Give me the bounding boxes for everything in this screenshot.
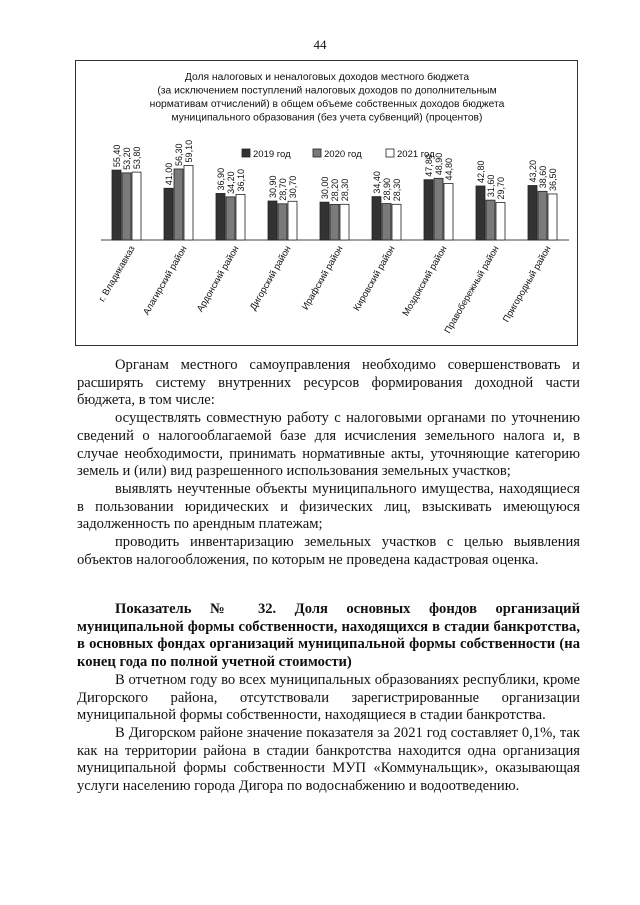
data-label: 31,60 [486, 174, 496, 198]
body-text-2 [77, 601, 580, 796]
bar [496, 203, 505, 240]
data-label: 30,00 [320, 176, 330, 200]
data-label: 53,20 [122, 147, 132, 170]
paragraph: осуществлять совместную работу с налоговыми органами по уточнению сведений о налогооблагаемой базе для исчисления земельного налога и, в случае необходимости, принимать нормативные акты, уточняющие категорию земель и (или) вид разрешенного использования земельных участков; [77, 410, 580, 480]
bar [424, 180, 433, 240]
data-label: 55,40 [112, 144, 122, 168]
chart-title-line: Доля налоговых и неналоговых доходов местного бюджета [184, 72, 470, 83]
data-label: 28,70 [278, 178, 288, 201]
paragraph: проводить инвентаризацию земельных участков с целью выявления объектов налогообложения, по которым не проведена кадастровая оценка. [77, 534, 580, 568]
data-label: 36,90 [216, 167, 226, 191]
legend-label: 2020 год [324, 149, 362, 160]
bar [288, 201, 297, 240]
data-label: 28,20 [330, 178, 340, 202]
bar [392, 204, 401, 240]
category-label: Правобережный район [442, 244, 501, 336]
legend-swatch [313, 149, 321, 157]
bar [538, 191, 547, 240]
data-label: 56,30 [174, 143, 184, 166]
bar [548, 194, 557, 240]
chart-title-line: нормативам отчислений) в общем объеме собственных доходов бюджета [149, 99, 505, 110]
bar [216, 193, 225, 240]
bar [320, 202, 329, 240]
data-label: 47,80 [424, 154, 434, 177]
data-label: 30,90 [268, 175, 278, 199]
bar [528, 186, 537, 240]
bar [434, 178, 443, 240]
paragraph: В отчетном году во всех муниципальных образованиях республики, кроме Дигорского района, отсутствовали зарегистрированные организации муниципальной формы собственности, находящиеся в стадии банкротства. [77, 671, 580, 724]
category-label: Кировский район [351, 244, 397, 313]
category-label: Алагирский район [141, 244, 189, 317]
category-label: Моздокский район [400, 244, 449, 318]
bar [164, 188, 173, 240]
legend-swatch [386, 149, 394, 157]
data-label: 48,90 [434, 152, 444, 176]
data-label: 34,40 [372, 171, 382, 194]
data-label: 28,30 [340, 178, 350, 202]
bar [122, 173, 131, 240]
bar [382, 204, 391, 240]
data-label: 42,80 [476, 160, 486, 184]
data-label: 34,20 [226, 171, 236, 194]
chart-title-line: (за исключением поступлений налоговых доходов по дополнительным [157, 85, 497, 97]
data-label: 43,20 [528, 159, 538, 183]
bar [444, 183, 453, 240]
bar [372, 197, 381, 240]
category-label: г. Владикавказ [96, 244, 137, 304]
indicator-heading: Показатель № 32. Доля основных фондов организаций муниципальной формы собственности, находящихся в стадии банкротства, в основных фондах организаций муниципальной формы собственности (на конец года по полной учетной стоимости) [77, 601, 580, 671]
category-label: Ирафский район [299, 244, 345, 312]
data-label: 41,00 [164, 162, 174, 186]
category-label: Пригородный район [500, 244, 553, 324]
data-label: 44,80 [444, 157, 454, 181]
category-label: Ардонский район [194, 244, 241, 314]
bar [340, 204, 349, 240]
bar [226, 197, 235, 240]
category-label: Дигорский район [247, 244, 293, 312]
data-label: 36,50 [548, 168, 558, 191]
chart-svg [76, 61, 579, 347]
bar [174, 169, 183, 240]
bar [330, 204, 339, 240]
page-number: 44 [313, 37, 327, 52]
legend-label: 2021 год [397, 149, 435, 160]
body-text-1 [77, 357, 580, 569]
bar [184, 165, 193, 240]
paragraph: выявлять неучтенные объекты муниципального имущества, находящиеся в пользовании юридических и физических лиц, взыскивать имеющуюся задолженность по арендным платежам; [77, 480, 580, 533]
legend-swatch [242, 149, 250, 157]
data-label: 38,60 [538, 165, 548, 189]
bar [268, 201, 277, 240]
data-label: 28,30 [392, 178, 402, 202]
data-label: 53,80 [132, 146, 142, 170]
data-label: 36,10 [236, 168, 246, 192]
chart [75, 60, 578, 346]
bar [112, 170, 121, 240]
legend-label: 2019 год [253, 149, 291, 160]
data-label: 30,70 [288, 175, 298, 199]
data-label: 59,10 [184, 139, 194, 163]
data-label: 28,90 [382, 178, 392, 201]
bar [278, 204, 287, 240]
bar [476, 186, 485, 240]
bar [236, 194, 245, 240]
bar [132, 172, 141, 240]
chart-title-line: муниципального образования (без учета субвенций) (процентов) [171, 112, 483, 124]
data-label: 29,70 [496, 177, 506, 200]
bar [486, 200, 495, 240]
paragraph: В Дигорском районе значение показателя за 2021 год составляет 0,1%, так как на территории района в стадии банкротства находится одна организация муниципальной формы собственности МУП «Коммунальщик», оказывающая услуги населению города Дигора по водоснабжению и водоотведению. [77, 724, 580, 795]
paragraph: Органам местного самоуправления необходимо совершенствовать и расширять систему внутренних ресурсов формирования доходной части бюджета, в том числе: [77, 357, 580, 409]
